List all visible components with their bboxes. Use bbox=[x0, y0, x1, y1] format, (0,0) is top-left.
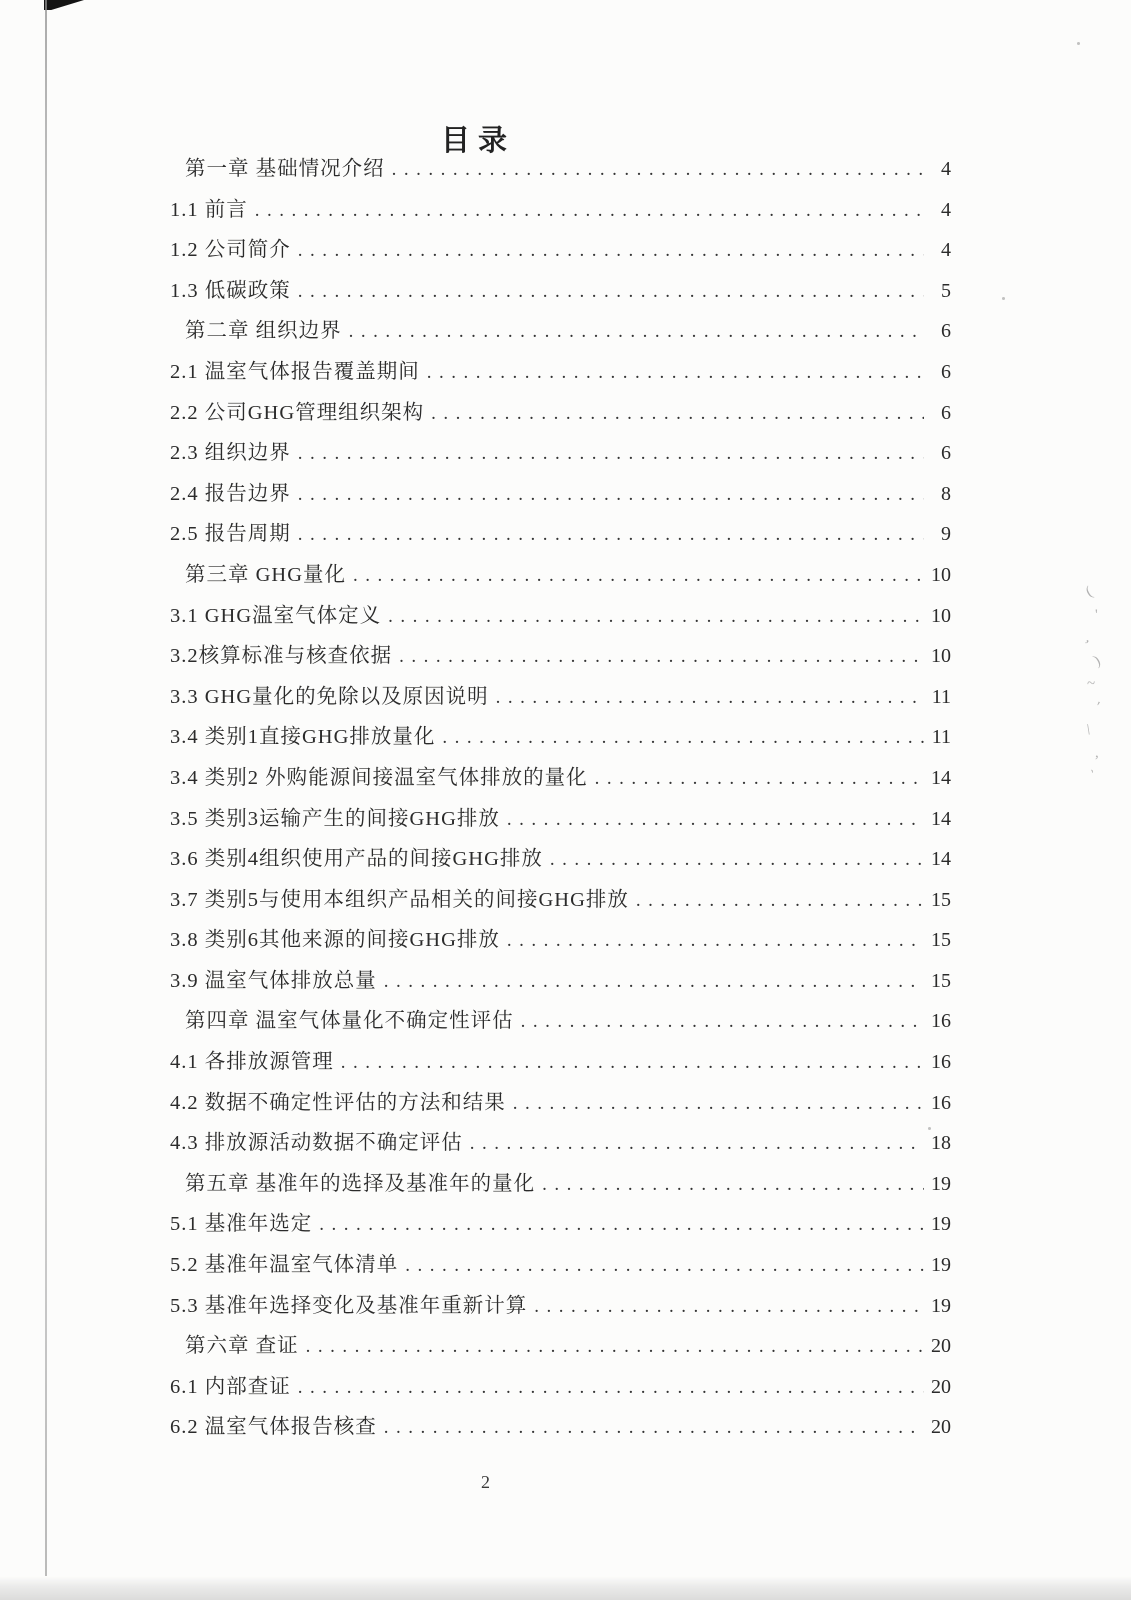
footer-page-number: 2 bbox=[481, 1472, 490, 1492]
toc-entry-page: 19 bbox=[931, 1172, 951, 1195]
toc-dot-leader bbox=[542, 1174, 924, 1196]
toc-entry bbox=[170, 841, 951, 882]
toc-dot-leader bbox=[255, 200, 924, 222]
toc-entry-page: 11 bbox=[931, 685, 951, 708]
toc-entry bbox=[170, 273, 951, 314]
toc-entry bbox=[170, 354, 951, 395]
toc-entry-label: 5.3 基准年选择变化及基准年重新计算 bbox=[170, 1294, 528, 1317]
toc-dot-leader bbox=[353, 565, 924, 587]
toc-entry bbox=[170, 1409, 951, 1450]
toc-dot-leader bbox=[595, 768, 924, 790]
toc-entry-page: 5 bbox=[941, 279, 951, 302]
toc-entry bbox=[170, 516, 951, 557]
toc-entry bbox=[170, 1044, 951, 1085]
toc-dot-leader bbox=[298, 484, 924, 506]
toc-entry-label: 第二章 组织边界 bbox=[185, 320, 342, 343]
toc-entry-page: 11 bbox=[931, 726, 951, 749]
toc-dot-leader bbox=[298, 524, 924, 546]
toc-entry-page: 20 bbox=[931, 1375, 951, 1398]
toc-entry-page: 6 bbox=[941, 401, 951, 424]
toc-entry-page: 20 bbox=[931, 1416, 951, 1439]
toc-entry-label: 2.1 温室气体报告覆盖期间 bbox=[170, 360, 420, 383]
toc-entry bbox=[170, 679, 951, 720]
toc-dot-leader bbox=[388, 606, 924, 628]
toc-entry bbox=[170, 557, 951, 598]
toc-entry-label: 3.7 类别5与使用本组织产品相关的间接GHG排放 bbox=[170, 888, 629, 911]
toc-entry bbox=[170, 151, 951, 192]
toc-entry-label: 3.9 温室气体排放总量 bbox=[170, 969, 377, 992]
toc-dot-leader bbox=[521, 1011, 924, 1033]
toc-entry-page: 19 bbox=[931, 1213, 951, 1236]
toc-dot-leader bbox=[513, 1093, 924, 1115]
toc-entry-page: 8 bbox=[941, 482, 951, 505]
toc-entry-page: 10 bbox=[931, 645, 951, 668]
scan-speck bbox=[1077, 42, 1080, 45]
toc-entry bbox=[170, 1206, 951, 1247]
toc-entry bbox=[170, 922, 951, 963]
toc-dot-leader bbox=[636, 890, 924, 912]
toc-dot-leader bbox=[298, 281, 924, 303]
toc-entry-page: 20 bbox=[931, 1335, 951, 1358]
toc-entry-label: 2.4 报告边界 bbox=[170, 482, 291, 505]
toc-entry-page: 10 bbox=[931, 604, 951, 627]
scribble-glyph: ( bbox=[1083, 583, 1096, 601]
toc-entry-label: 6.1 内部查证 bbox=[170, 1375, 291, 1398]
scan-corner-mark bbox=[44, 0, 84, 10]
toc-entry-label: 第三章 GHG量化 bbox=[185, 563, 347, 586]
scribble-glyph: ' bbox=[1095, 607, 1098, 623]
scribble-glyph: ` bbox=[1083, 767, 1096, 785]
toc-entry-label: 第五章 基准年的选择及基准年的量化 bbox=[185, 1172, 536, 1195]
toc-entry-label: 3.5 类别3运输产生的间接GHG排放 bbox=[170, 807, 500, 830]
toc-entry-label: 2.2 公司GHG管理组织架构 bbox=[170, 401, 425, 424]
toc-dot-leader bbox=[349, 321, 924, 343]
toc-entry-page: 15 bbox=[931, 969, 951, 992]
toc-entry-label: 1.1 前言 bbox=[170, 198, 248, 221]
toc-entry bbox=[170, 598, 951, 639]
scribble-glyph: ) bbox=[1091, 652, 1104, 670]
scribble-glyph: / bbox=[1083, 722, 1095, 739]
toc-dot-leader bbox=[507, 809, 924, 831]
scan-bottom-shadow bbox=[0, 1576, 1131, 1600]
scribble-glyph: , bbox=[1083, 630, 1095, 647]
toc-entry-page: 6 bbox=[941, 320, 951, 343]
toc-entry bbox=[170, 638, 951, 679]
scribble-glyph: ' bbox=[1091, 699, 1102, 715]
toc-entry-page: 15 bbox=[931, 929, 951, 952]
toc-dot-leader bbox=[431, 403, 924, 425]
toc-entry-label: 第一章 基础情况介绍 bbox=[185, 158, 385, 180]
toc-entry-page: 18 bbox=[931, 1132, 951, 1155]
toc-entry-label: 3.2核算标准与核查依据 bbox=[170, 645, 393, 668]
toc-entry-page: 15 bbox=[931, 888, 951, 911]
toc-entry-label: 2.5 报告周期 bbox=[170, 523, 291, 546]
toc-dot-leader bbox=[399, 646, 924, 668]
toc-entry-page: 6 bbox=[941, 442, 951, 465]
toc-entry-page: 19 bbox=[931, 1294, 951, 1317]
handwriting-margin-marks bbox=[1079, 585, 1113, 800]
toc-dot-leader bbox=[298, 443, 924, 465]
toc-entry-label: 6.2 温室气体报告核查 bbox=[170, 1416, 377, 1439]
toc-entry bbox=[170, 963, 951, 1004]
toc-entry-label: 3.4 类别2 外购能源间接温室气体排放的量化 bbox=[170, 766, 588, 789]
toc-entry bbox=[170, 313, 951, 354]
toc-entry-page: 9 bbox=[941, 523, 951, 546]
toc-entry-page: 6 bbox=[941, 360, 951, 383]
toc-entry-label: 3.8 类别6其他来源的间接GHG排放 bbox=[170, 929, 500, 952]
toc-entry-label: 第六章 查证 bbox=[185, 1335, 299, 1358]
toc-entry-page: 19 bbox=[931, 1254, 951, 1277]
toc-entry-page: 4 bbox=[941, 158, 951, 180]
toc-dot-leader bbox=[384, 1417, 924, 1439]
toc-list bbox=[170, 151, 951, 1450]
toc-entry-label: 3.1 GHG温室气体定义 bbox=[170, 604, 382, 627]
toc-entry-page: 16 bbox=[931, 1010, 951, 1033]
toc-entry-label: 2.3 组织边界 bbox=[170, 442, 291, 465]
toc-entry-label: 3.3 GHG量化的免除以及原因说明 bbox=[170, 685, 489, 708]
toc-entry bbox=[170, 719, 951, 760]
toc-entry bbox=[170, 1125, 951, 1166]
toc-entry bbox=[170, 1247, 951, 1288]
toc-entry-label: 1.2 公司简介 bbox=[170, 239, 291, 262]
toc-entry bbox=[170, 1288, 951, 1329]
scribble-glyph: ~ bbox=[1087, 676, 1096, 692]
toc-entry-label: 第四章 温室气体量化不确定性评估 bbox=[185, 1010, 514, 1033]
toc-entry-label: 4.3 排放源活动数据不确定评估 bbox=[170, 1132, 463, 1155]
toc-entry bbox=[170, 1328, 951, 1369]
toc-title: 目录 bbox=[440, 125, 515, 157]
toc-entry-label: 5.2 基准年温室气体清单 bbox=[170, 1254, 399, 1277]
toc-dot-leader bbox=[550, 849, 924, 871]
toc-entry-label: 3.6 类别4组织使用产品的间接GHG排放 bbox=[170, 848, 543, 871]
toc-entry bbox=[170, 192, 951, 233]
toc-entry-page: 14 bbox=[931, 848, 951, 871]
toc-dot-leader bbox=[507, 930, 924, 952]
scribble-glyph: , bbox=[1095, 745, 1099, 761]
toc-dot-leader bbox=[496, 687, 924, 709]
toc-dot-leader bbox=[319, 1214, 924, 1236]
toc-entry-page: 14 bbox=[931, 766, 951, 789]
toc-entry bbox=[170, 232, 951, 273]
toc-dot-leader bbox=[306, 1336, 924, 1358]
toc-dot-leader bbox=[298, 240, 924, 262]
toc-entry bbox=[170, 476, 951, 517]
toc-entry-page: 10 bbox=[931, 563, 951, 586]
toc-dot-leader bbox=[427, 362, 924, 384]
scan-speck bbox=[1002, 297, 1005, 300]
toc-entry-label: 4.2 数据不确定性评估的方法和结果 bbox=[170, 1091, 506, 1114]
toc-dot-leader bbox=[384, 971, 924, 993]
toc-dot-leader bbox=[534, 1296, 924, 1318]
toc-entry bbox=[170, 760, 951, 801]
toc-entry-label: 5.1 基准年选定 bbox=[170, 1213, 313, 1236]
toc-dot-leader bbox=[442, 727, 924, 749]
toc-dot-leader bbox=[470, 1133, 924, 1155]
toc-entry-page: 16 bbox=[931, 1051, 951, 1074]
toc-entry bbox=[170, 435, 951, 476]
toc-dot-leader bbox=[341, 1052, 924, 1074]
scan-fold-line bbox=[45, 0, 47, 1576]
toc-entry bbox=[170, 1166, 951, 1207]
toc-entry-page: 14 bbox=[931, 807, 951, 830]
toc-dot-leader bbox=[392, 159, 924, 181]
toc-entry-label: 1.3 低碳政策 bbox=[170, 279, 291, 302]
toc-entry bbox=[170, 1003, 951, 1044]
toc-entry bbox=[170, 801, 951, 842]
toc-entry-page: 16 bbox=[931, 1091, 951, 1114]
toc-dot-leader bbox=[298, 1377, 924, 1399]
toc-entry-page: 4 bbox=[941, 239, 951, 262]
toc-entry-label: 4.1 各排放源管理 bbox=[170, 1051, 334, 1074]
toc-entry bbox=[170, 882, 951, 923]
toc-entry-label: 3.4 类别1直接GHG排放量化 bbox=[170, 726, 436, 749]
toc-entry bbox=[170, 395, 951, 436]
toc-dot-leader bbox=[405, 1255, 924, 1277]
toc-entry-page: 4 bbox=[941, 198, 951, 221]
toc-entry bbox=[170, 1369, 951, 1410]
toc-entry bbox=[170, 1085, 951, 1126]
